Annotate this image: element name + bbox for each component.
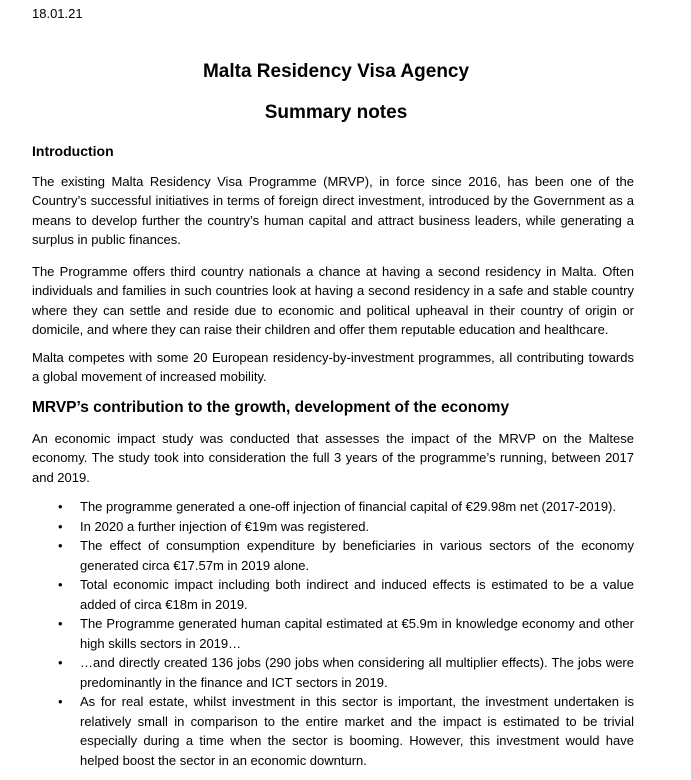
introduction-heading: Introduction [32,143,114,159]
bullet-glyph: • [58,577,63,592]
document-subtitle: Summary notes [264,102,408,123]
bullet-text: In 2020 a further injection of €19m was registered. [80,518,370,534]
document-date: 18.01.21 [32,6,83,21]
bullet-text: The effect of consumption expenditure by beneficiaries in various sectors of the economy generated circa €17.57m in 2019 alone. [80,538,634,573]
list-item [32,614,634,653]
list-item [32,575,634,614]
bullet-glyph: • [58,616,63,631]
contribution-paragraph: An economic impact study was conducted that assesses the impact of the MRVP on the Maltese economy. The study took into consideration the full 3 years of the programme’s running, between 2017 and 2019. [32,431,634,485]
bullet-text: Total economic impact including both indirect and induced effects is estimated to be a value added of circa €18m in 2019. [80,577,634,612]
list-item [32,517,634,537]
document-title: Malta Residency Visa Agency [202,61,470,82]
introduction-paragraph-2: The Programme offers third country nationals a chance at having a second residency in Malta. Often individuals and families in such countries look at having a second residency in a safe and stable country where they can settle and reside due to economic and political upheaval in their country of origin or domicile, and where they can raise their children and offer them reputable education and healthcare. [32,264,634,337]
bullet-text: The programme generated a one-off injection of financial capital of €29.98m net (2017-2019). [80,499,616,514]
list-item [32,497,634,517]
introduction-paragraph-3: Malta competes with some 20 European residency-by-investment programmes, all contributing towards a global movement of increased mobility. [32,350,634,385]
impact-bullet-list [32,497,634,770]
bullet-glyph: • [58,499,63,514]
list-item [32,692,634,770]
bullet-glyph: • [58,518,63,534]
bullet-text: As for real estate, whilst investment in this sector is important, the investment undertaken is relatively small in comparison to the entire market and the impact is estimated to be trivial especially during a time when the sector is booming. However, this investment would have helped boost the sector in an economic downturn. [80,694,634,768]
bullet-glyph: • [58,655,63,670]
list-item [32,653,634,692]
introduction-paragraph-1: The existing Malta Residency Visa Programme (MRVP), in force since 2016, has been one of the Country’s successful initiatives in terms of foreign direct investment, introduced by the Government as a means to develop further the country’s human capital and attract business leaders, while generating a surplus in public finances. [32,174,634,247]
bullet-glyph: • [58,538,63,553]
bullet-text: …and directly created 136 jobs (290 jobs when considering all multiplier effects). The jobs were predominantly in the finance and ICT sectors in 2019. [80,655,634,690]
bullet-text: The Programme generated human capital estimated at €5.9m in knowledge economy and other high skills sectors in 2019… [80,616,634,651]
list-item [32,536,634,575]
bullet-glyph: • [58,694,63,709]
contribution-heading: MRVP’s contribution to the growth, development of the economy [32,399,510,416]
